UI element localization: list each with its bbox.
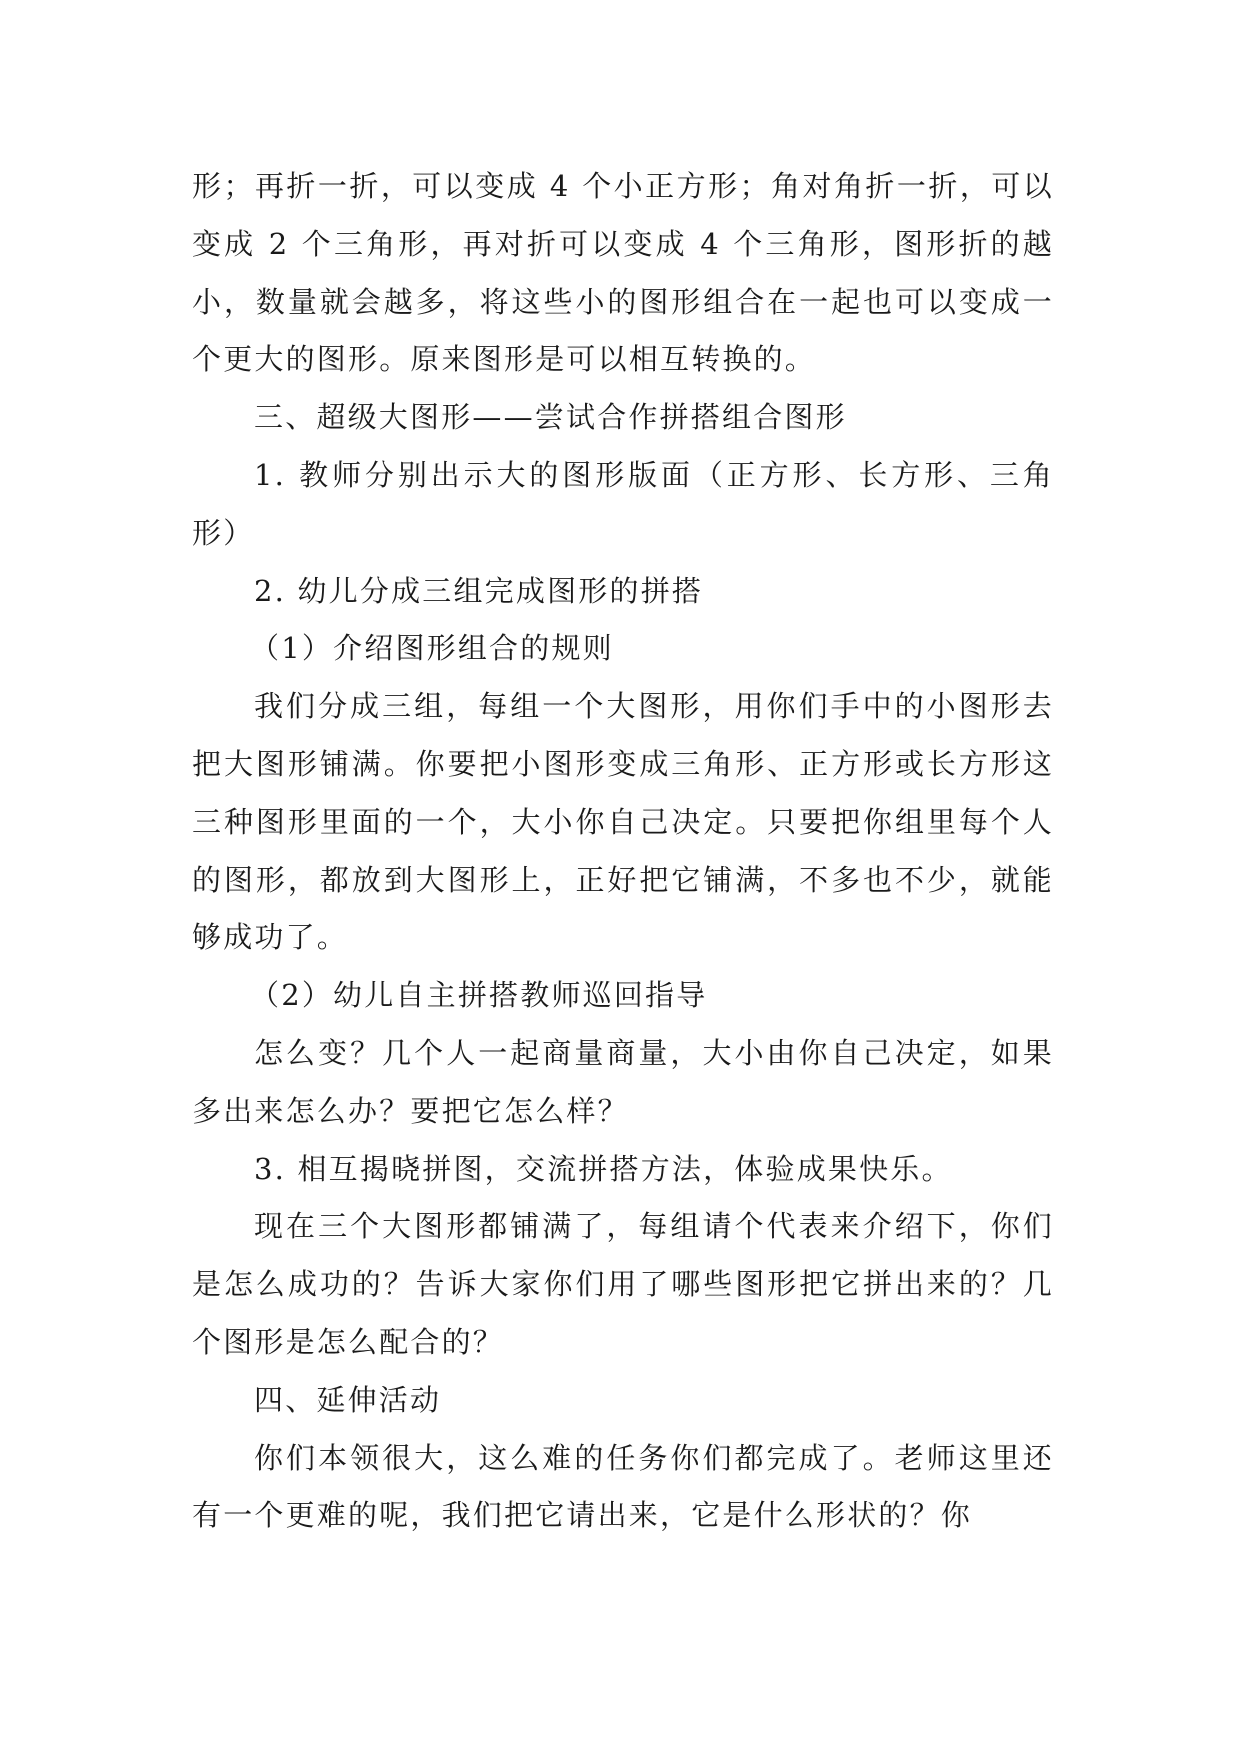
substep-2: （2）幼儿自主拼搭教师巡回指导 xyxy=(250,978,708,1013)
substep-1: （1）介绍图形组合的规则 xyxy=(250,631,614,666)
step-1: 1. 教师分别出示大的图形版面（正方形、长方形、三角形） xyxy=(192,457,1054,550)
paragraph-extension: 你们本领很大，这么难的任务你们都完成了。老师这里还有一个更难的呢，我们把它请出来，它是什么形状的？你 xyxy=(192,1440,1054,1533)
step-2: 2. 幼儿分成三组完成图形的拼搭 xyxy=(254,573,704,608)
section-heading-3: 三、超级大图形——尝试合作拼搭组合图形 xyxy=(254,400,847,435)
paragraph-folding-summary: 形；再折一折，可以变成 4 个小正方形；角对角折一折，可以变成 2 个三角形，再对折可以变成 4 个三角形，图形折的越小，数量就会越多，将这些小的图形组合在一起也可以变成一个更大的图形。原来图形是可以相互转换的。 xyxy=(192,169,1054,377)
paragraph-questions: 怎么变？几个人一起商量商量，大小由你自己决定，如果多出来怎么办？要把它怎么样？ xyxy=(192,1035,1054,1128)
document-body xyxy=(192,158,1054,1545)
paragraph-presentation: 现在三个大图形都铺满了，每组请个代表来介绍下，你们是怎么成功的？告诉大家你们用了哪些图形把它拼出来的？几个图形是怎么配合的？ xyxy=(192,1209,1054,1359)
step-3: 3. 相互揭晓拼图，交流拼搭方法，体验成果快乐。 xyxy=(254,1151,953,1186)
paragraph-rules: 我们分成三组，每组一个大图形，用你们手中的小图形去把大图形铺满。你要把小图形变成三角形、正方形或长方形这三种图形里面的一个，大小你自己决定。只要把你组里每个人的图形，都放到大图形上，正好把它铺满，不多也不少，就能够成功了。 xyxy=(192,689,1054,955)
section-heading-4: 四、延伸活动 xyxy=(254,1382,442,1417)
